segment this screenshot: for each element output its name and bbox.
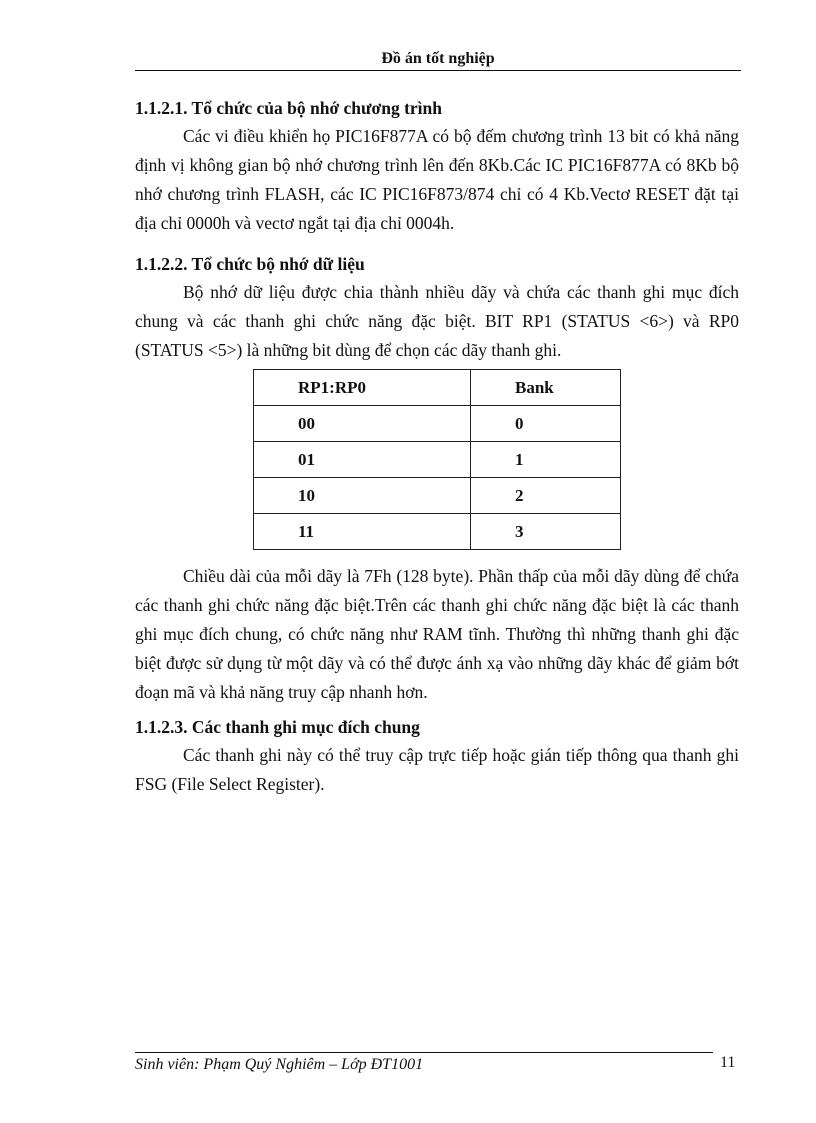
table-row — [254, 406, 621, 442]
table-cell: 10 — [254, 478, 471, 514]
table-row — [254, 478, 621, 514]
table-header-bank: Bank — [471, 370, 621, 406]
section-data-memory — [135, 250, 739, 707]
section-paragraph-2: Chiều dài của mỗi dãy là 7Fh (128 byte). Phần thấp của mỗi dãy dùng để chứa các thanh ghi chức năng đặc biệt.Trên các thanh ghi chức năng đặc biệt là các thanh ghi mục đích chung, có chức năng như RAM tĩnh. Thường thì những thanh ghi đặc biệt được sử dụng từ một dãy và có thể được ánh xạ vào những dãy khác để giảm bớt đoạn mã và khả năng truy cập nhanh hơn. — [135, 566, 739, 702]
section-paragraph: Các vi điều khiển họ PIC16F877A có bộ đếm chương trình 13 bit có khả năng định vị không gian bộ nhớ chương trình lên đến 8Kb.Các IC PIC16F877A có 8Kb bộ nhớ chương trình FLASH, các IC PIC16F873/874 chỉ có 4 Kb.Vectơ RESET đặt tại địa chỉ 0000h và vectơ ngắt tại địa chỉ 0004h. — [135, 126, 739, 233]
table-cell: 0 — [471, 406, 621, 442]
section-heading: 1.1.2.3. Các thanh ghi mục đích chung — [135, 717, 420, 737]
table-header-rp: RP1:RP0 — [254, 370, 471, 406]
table-header-row — [254, 370, 621, 406]
table-cell: 3 — [471, 514, 621, 550]
section-paragraph: Các thanh ghi này có thể truy cập trực tiếp hoặc gián tiếp thông qua thanh ghi FSG (File Select Register). — [135, 745, 739, 794]
table-cell: 11 — [254, 514, 471, 550]
document-body — [135, 94, 739, 811]
bank-select-table — [253, 369, 621, 550]
footer-student-info: Sinh viên: Phạm Quý Nghiêm – Lớp ĐT1001 — [135, 1056, 424, 1073]
table-cell: 01 — [254, 442, 471, 478]
table-row — [254, 442, 621, 478]
table-cell: 2 — [471, 478, 621, 514]
page-number: 11 — [720, 1054, 736, 1071]
table-row — [254, 514, 621, 550]
footer-divider — [135, 1052, 713, 1053]
section-paragraph: Bộ nhớ dữ liệu được chia thành nhiều dãy và chứa các thanh ghi mục đích chung và các thanh ghi chức năng đặc biệt. BIT RP1 (STATUS <6>) và RP0 (STATUS <5>) là những bit dùng để chọn các dãy thanh ghi. — [135, 282, 739, 360]
table-cell: 1 — [471, 442, 621, 478]
section-heading: 1.1.2.1. Tổ chức của bộ nhớ chương trình — [135, 98, 442, 118]
section-program-memory — [135, 94, 739, 238]
header-divider — [135, 70, 741, 71]
section-general-registers — [135, 713, 739, 799]
section-heading: 1.1.2.2. Tổ chức bộ nhớ dữ liệu — [135, 254, 365, 274]
table-cell: 00 — [254, 406, 471, 442]
page-header-title: Đồ án tốt nghiệp — [381, 50, 495, 67]
